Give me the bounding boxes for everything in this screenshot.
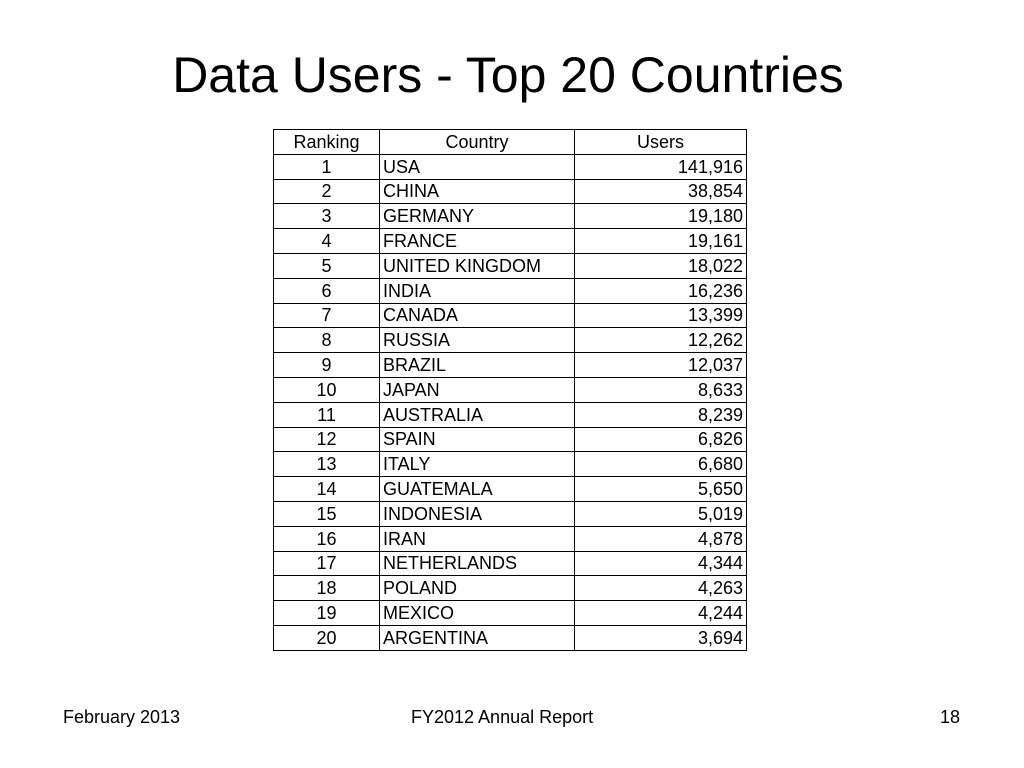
cell-rank: 6 xyxy=(274,278,380,303)
cell-rank: 4 xyxy=(274,229,380,254)
cell-users: 4,344 xyxy=(575,551,747,576)
table-row xyxy=(274,278,747,303)
cell-country: SPAIN xyxy=(380,427,575,452)
cell-country: INDONESIA xyxy=(380,501,575,526)
cell-country: NETHERLANDS xyxy=(380,551,575,576)
cell-rank: 11 xyxy=(274,402,380,427)
cell-country: CANADA xyxy=(380,303,575,328)
cell-users: 4,878 xyxy=(575,526,747,551)
cell-rank: 17 xyxy=(274,551,380,576)
cell-country: ITALY xyxy=(380,452,575,477)
cell-users: 6,680 xyxy=(575,452,747,477)
cell-country: INDIA xyxy=(380,278,575,303)
cell-country: BRAZIL xyxy=(380,353,575,378)
cell-users: 12,037 xyxy=(575,353,747,378)
header-country: Country xyxy=(380,130,575,155)
cell-users: 12,262 xyxy=(575,328,747,353)
cell-rank: 18 xyxy=(274,576,380,601)
cell-users: 18,022 xyxy=(575,253,747,278)
cell-country: JAPAN xyxy=(380,377,575,402)
data-users-table xyxy=(273,129,747,651)
cell-users: 6,826 xyxy=(575,427,747,452)
cell-users: 19,180 xyxy=(575,204,747,229)
table-row xyxy=(274,353,747,378)
table-row xyxy=(274,179,747,204)
header-users: Users xyxy=(575,130,747,155)
cell-rank: 3 xyxy=(274,204,380,229)
slide-title: Data Users - Top 20 Countries xyxy=(172,47,844,103)
table-row xyxy=(274,154,747,179)
cell-country: POLAND xyxy=(380,576,575,601)
cell-rank: 12 xyxy=(274,427,380,452)
cell-users: 13,399 xyxy=(575,303,747,328)
cell-users: 16,236 xyxy=(575,278,747,303)
cell-rank: 13 xyxy=(274,452,380,477)
table-row xyxy=(274,625,747,650)
cell-rank: 2 xyxy=(274,179,380,204)
table-row xyxy=(274,452,747,477)
cell-rank: 8 xyxy=(274,328,380,353)
cell-rank: 16 xyxy=(274,526,380,551)
cell-rank: 5 xyxy=(274,253,380,278)
cell-users: 4,244 xyxy=(575,601,747,626)
cell-country: CHINA xyxy=(380,179,575,204)
cell-rank: 10 xyxy=(274,377,380,402)
table-row xyxy=(274,601,747,626)
cell-users: 5,650 xyxy=(575,477,747,502)
cell-country: ARGENTINA xyxy=(380,625,575,650)
cell-rank: 15 xyxy=(274,501,380,526)
cell-country: GERMANY xyxy=(380,204,575,229)
cell-country: FRANCE xyxy=(380,229,575,254)
table-row xyxy=(274,526,747,551)
table-header-row xyxy=(274,130,747,155)
cell-users: 19,161 xyxy=(575,229,747,254)
table-row xyxy=(274,427,747,452)
cell-country: AUSTRALIA xyxy=(380,402,575,427)
table-row xyxy=(274,204,747,229)
cell-rank: 20 xyxy=(274,625,380,650)
table-row xyxy=(274,229,747,254)
cell-country: GUATEMALA xyxy=(380,477,575,502)
table-row xyxy=(274,477,747,502)
footer-date: February 2013 xyxy=(63,707,181,727)
cell-country: UNITED KINGDOM xyxy=(380,253,575,278)
cell-rank: 9 xyxy=(274,353,380,378)
cell-country: RUSSIA xyxy=(380,328,575,353)
cell-users: 8,239 xyxy=(575,402,747,427)
footer-page-number: 18 xyxy=(940,707,961,727)
cell-users: 4,263 xyxy=(575,576,747,601)
cell-rank: 14 xyxy=(274,477,380,502)
table-row xyxy=(274,377,747,402)
table-row xyxy=(274,576,747,601)
cell-users: 5,019 xyxy=(575,501,747,526)
table-body xyxy=(274,154,747,650)
table-header xyxy=(274,130,747,155)
cell-country: USA xyxy=(380,154,575,179)
cell-country: MEXICO xyxy=(380,601,575,626)
cell-users: 38,854 xyxy=(575,179,747,204)
table-row xyxy=(274,253,747,278)
cell-users: 8,633 xyxy=(575,377,747,402)
table-row xyxy=(274,303,747,328)
table-row xyxy=(274,328,747,353)
cell-country: IRAN xyxy=(380,526,575,551)
cell-rank: 1 xyxy=(274,154,380,179)
cell-rank: 19 xyxy=(274,601,380,626)
table-row xyxy=(274,551,747,576)
cell-users: 3,694 xyxy=(575,625,747,650)
table-row xyxy=(274,402,747,427)
table-row xyxy=(274,501,747,526)
header-ranking: Ranking xyxy=(274,130,380,155)
cell-rank: 7 xyxy=(274,303,380,328)
cell-users: 141,916 xyxy=(575,154,747,179)
footer-report-title: FY2012 Annual Report xyxy=(411,707,594,727)
